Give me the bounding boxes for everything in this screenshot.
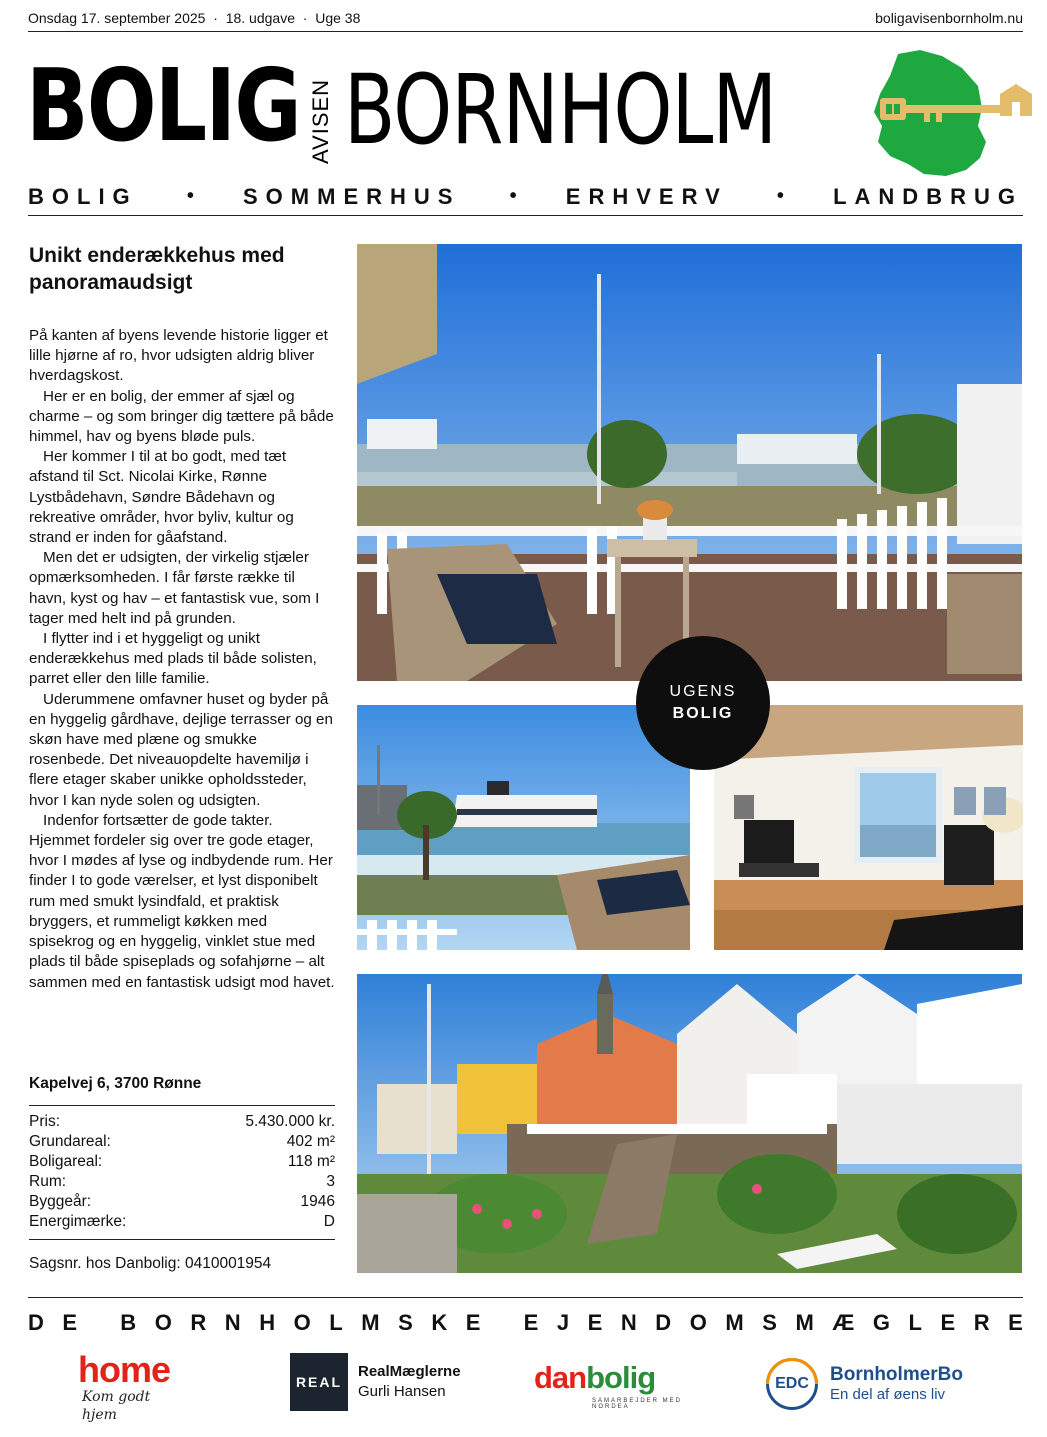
edc-mark: EDC (775, 1375, 809, 1392)
footer-title-letter: E (587, 1310, 603, 1335)
footer-title-letter: K (431, 1310, 448, 1335)
masthead-bolig: BOLIG (26, 47, 301, 164)
article-paragraph: Indenfor fortsætter de gode takter. Hjemmet fordeler sig over tre gode etager, hvor I mødes af lyse og indbydende rum. Her finder I to gode værelser, et lyst disponibelt rum med smukt lysindfald, et praktisk bryggers, et rummeligt køkken med spisekrog og en hyggelig, vinklet stue med plads til både spiseplads og sofahjørne – alt sammen med en fantastisk udsigt mod havet. (29, 811, 335, 991)
fact-row-energy (29, 1212, 335, 1232)
section-nav (28, 184, 1023, 216)
edc-icon (766, 1358, 818, 1410)
fact-label: Grundareal: (29, 1133, 111, 1150)
separator: · (213, 10, 218, 26)
fact-row-year (29, 1192, 335, 1212)
fact-value: 402 m² (286, 1133, 335, 1150)
issue-date: Onsdag 17. september 2025 (28, 10, 206, 26)
footer-title-letter: R (190, 1310, 207, 1335)
real-text (358, 1362, 461, 1402)
section-landbrug[interactable]: LANDBRUG (833, 184, 1023, 209)
footer-title-letter: E (62, 1310, 78, 1335)
photo-living-room (714, 705, 1023, 950)
real-logo-box: REAL (290, 1353, 348, 1411)
property-facts (29, 1105, 335, 1240)
fact-label: Boligareal: (29, 1153, 103, 1170)
footer-title-letter: J (556, 1310, 570, 1335)
fact-row-price (29, 1112, 335, 1132)
section-erhverv[interactable]: ERHVERV (565, 184, 728, 209)
edc-text (830, 1364, 963, 1404)
separator: · (302, 10, 308, 26)
photo-harbor-cruise-ship (357, 705, 690, 950)
footer-title-letter: D (28, 1310, 44, 1335)
footer-title-letter: M (795, 1310, 814, 1335)
article-paragraph: På kanten af byens levende historie ligger et lille hjørne af ro, hvor udsigten aldrig bliver hverdagskost. (29, 327, 328, 385)
footer-title-letter: E (465, 1310, 481, 1335)
article-paragraph: Her er en bolig, der emmer af sjæl og charme – og som bringer dig tættere på både himmel, hav og byens bløde puls. (29, 387, 334, 446)
footer-title-letter: N (224, 1310, 241, 1335)
section-bolig[interactable]: BOLIG (28, 184, 138, 209)
photo-terrace-sea-view (357, 244, 1022, 681)
issue-edition: 18. udgave (225, 10, 295, 26)
footer-title-letter: L (329, 1310, 343, 1335)
edc-name: BornholmerBo (830, 1364, 963, 1385)
fact-value: D (323, 1213, 335, 1230)
article-paragraph: I flytter ind i et hyggeligt og unikt enderækkehus med plads til både solisten, parret eller den lille familie. (29, 630, 317, 688)
real-name: RealMæglerne (358, 1363, 461, 1380)
footer-title-letter: Æ (832, 1310, 855, 1335)
separator-dot: • (776, 185, 784, 207)
footer-title-letter: M (725, 1310, 744, 1335)
footer-title-letter: H (259, 1310, 276, 1335)
article-paragraph: Men det er udsigten, der virkelig stjæler opmærksomheden. I får første række til havn, kyst og hav – et fantastisk vue, som I tager med helt ind på grunden. (29, 549, 320, 627)
separator-dot: • (509, 185, 517, 207)
property-address: Kapelvej 6, 3700 Rønne (29, 1075, 202, 1092)
badge-line2: BOLIG (672, 705, 734, 722)
article-paragraph: Her kommer I til at bo godt, med tæt afstand til Sct. Nicolai Kirke, Rønne Lystbådehavn, Søndre Bådehavn og rekreative områder, hvor byliv, kultur og strand er inden for gåafstand. (29, 448, 294, 547)
issue-week: Uge 38 (315, 10, 361, 26)
footer-title-letter: O (689, 1310, 707, 1335)
footer-title-gap (96, 1310, 102, 1336)
fact-label: Energimærke: (29, 1213, 127, 1230)
fact-row-rooms (29, 1172, 335, 1192)
logo-danbolig[interactable] (534, 1362, 714, 1412)
photo-house-garden (357, 974, 1022, 1273)
case-number: Sagsnr. hos Danbolig: 0410001954 (29, 1255, 272, 1272)
fact-row-plot (29, 1132, 335, 1152)
issue-info (28, 10, 360, 31)
footer-title-letter: S (762, 1310, 777, 1335)
fact-value: 5.430.000 kr. (245, 1113, 335, 1130)
footer-title (28, 1310, 1023, 1336)
footer-title-letter: D (655, 1310, 672, 1335)
footer-title-gap (499, 1310, 505, 1336)
fact-label: Pris: (29, 1113, 60, 1130)
section-sommerhus[interactable]: SOMMERHUS (243, 184, 461, 209)
footer-title-letter: O (293, 1310, 311, 1335)
home-wordmark: home (78, 1349, 171, 1390)
fact-value: 3 (326, 1173, 335, 1190)
footer-title-letter: E (940, 1310, 956, 1335)
fact-label: Byggeår: (29, 1193, 92, 1210)
edc-tagline: En del af øens liv (830, 1386, 946, 1403)
real-person: Gurli Hansen (358, 1383, 446, 1400)
logo-edc-bornholmerbo[interactable] (766, 1356, 996, 1412)
danbolig-bolig: bolig (586, 1360, 656, 1395)
masthead (26, 46, 1026, 166)
logo-home[interactable] (78, 1349, 188, 1423)
footer-title-letter: R (973, 1310, 990, 1335)
footer-title-letter: E (523, 1310, 539, 1335)
masthead-bornholm: BORNHOLM (344, 54, 777, 166)
home-tagline: Kom godt hjem (82, 1389, 151, 1423)
footer-title-letter: B (120, 1310, 137, 1335)
danbolig-wordmark (534, 1362, 714, 1394)
bornholm-island-key-logo (850, 46, 1036, 180)
footer-title-letter: M (361, 1310, 380, 1335)
footer-title-letter: L (908, 1310, 922, 1335)
footer-divider (28, 1297, 1023, 1298)
article-title: Unikt enderækkehus med panoramaudsigt (29, 244, 285, 294)
article-body (29, 326, 335, 993)
ugens-bolig-badge (636, 636, 770, 770)
masthead-avisen: AVISEN (308, 78, 333, 164)
fact-value: 1946 (300, 1193, 335, 1210)
fact-row-living (29, 1152, 335, 1172)
separator-dot: • (186, 185, 194, 207)
badge-line1: UGENS (669, 683, 737, 700)
fact-label: Rum: (29, 1173, 67, 1190)
top-info-bar (28, 10, 1023, 32)
website-link[interactable]: boligavisenbornholm.nu (875, 10, 1023, 26)
fact-value: 118 m² (287, 1153, 335, 1170)
danbolig-tagline: SAMARBEJDER MED NORDEA (592, 1398, 683, 1410)
footer-title-letter: S (398, 1310, 413, 1335)
footer-title-letter: E (1008, 1310, 1023, 1335)
footer-title-letter: G (872, 1310, 890, 1335)
article-paragraph: Uderummene omfavner huset og byder på en hyggelig gårdhave, dejlige terrasser og en skøn have med plæne og smukke rosenbede. Det niveauopdelte havemiljø i flere etager skaber unikke opholdssteder, hvor I kan nyde solen og udsigten. (29, 690, 333, 809)
footer-title-letter: O (154, 1310, 172, 1335)
footer-title-letter: N (620, 1310, 637, 1335)
logo-realmaeglerne[interactable] (290, 1353, 490, 1411)
danbolig-dan: dan (534, 1360, 587, 1395)
